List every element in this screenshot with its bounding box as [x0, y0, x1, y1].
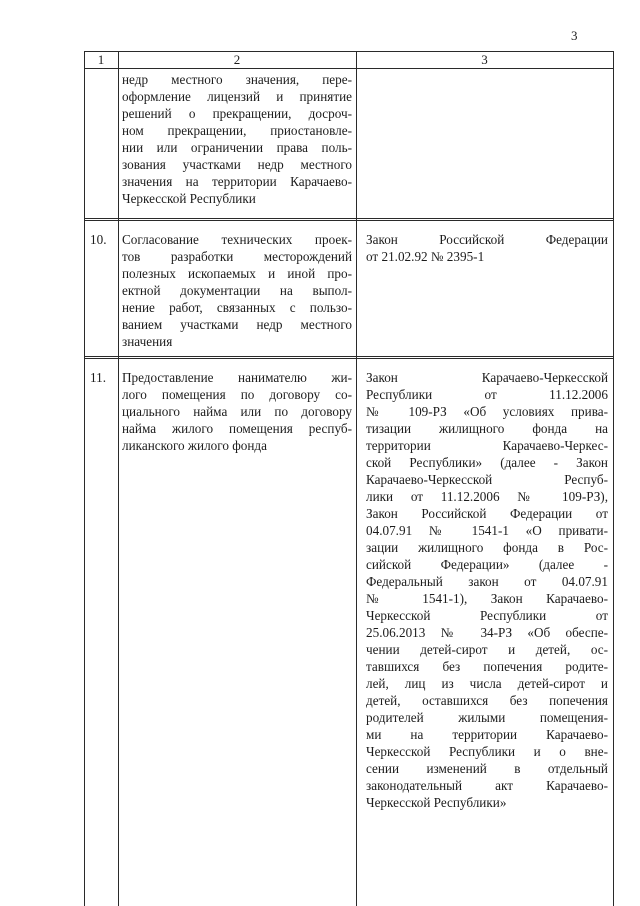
- text-line: сийской Федерации» (далее -: [366, 557, 608, 572]
- text-line: полезных ископаемых и иной про-: [122, 266, 352, 281]
- text-line: значения: [122, 334, 173, 349]
- text-line: нии или ограничении права поль-: [122, 140, 352, 155]
- text-line: найма жилого помещения респуб-: [122, 421, 352, 436]
- row-divider: [84, 220, 614, 221]
- text-line: ликанского жилого фонда: [122, 438, 267, 453]
- text-line: ской Республики» (далее - Закон: [366, 455, 608, 470]
- text-line: 25.06.2013 № 34-РЗ «Об обеспе-: [366, 625, 608, 640]
- row-basis: [366, 369, 608, 811]
- text-line: ном прекращении, приостановле-: [122, 123, 352, 138]
- text-line: Закон Карачаево-Черкесской: [366, 370, 608, 385]
- column-header-basis: 3: [481, 52, 488, 67]
- row-basis: [366, 231, 608, 265]
- text-line: Черкесской Республики от: [366, 608, 608, 623]
- table-border-right: [613, 51, 614, 906]
- table-border-left: [84, 51, 85, 906]
- text-line: решений о прекращении, досроч-: [122, 106, 352, 121]
- text-line: значения на территории Карачаево-: [122, 174, 352, 189]
- text-line: № 109-РЗ «Об условиях прива-: [366, 404, 608, 419]
- text-line: законодательный акт Карачаево-: [366, 778, 608, 793]
- text-line: лей, лиц из числа детей-сирот и: [366, 676, 608, 691]
- row-number: 10.: [90, 232, 107, 247]
- text-line: родителей жилыми помещения-: [366, 710, 608, 725]
- row-divider: [84, 218, 614, 219]
- text-line: сении изменений в отдельный: [366, 761, 608, 776]
- text-line: циального найма или по договору: [122, 404, 352, 419]
- document-table: [84, 51, 614, 906]
- text-line: территории Карачаево-Черкес-: [366, 438, 608, 453]
- text-line: ванием участками недр местного: [122, 317, 352, 332]
- text-line: Черкесской Республики и о вне-: [366, 744, 608, 759]
- text-line: Закон Российской Федерации от: [366, 506, 608, 521]
- text-line: Черкесской Республики»: [366, 795, 507, 810]
- row-description: [122, 231, 352, 350]
- text-line: № 1541-1), Закон Карачаево-: [366, 591, 608, 606]
- text-line: тов разработки месторождений: [122, 249, 352, 264]
- text-line: Карачаево-Черкесской Респуб-: [366, 472, 608, 487]
- text-line: тизации жилищного фонда на: [366, 421, 608, 436]
- text-line: чении детей-сирот и детей, ос-: [366, 642, 608, 657]
- text-line: зования участками недр местного: [122, 157, 352, 172]
- text-line: Республики от 11.12.2006: [366, 387, 608, 402]
- text-line: ми на территории Карачаево-: [366, 727, 608, 742]
- text-line: Согласование технических проек-: [122, 232, 352, 247]
- text-line: Предоставление нанимателю жи-: [122, 370, 352, 385]
- column-divider-1: [118, 51, 119, 906]
- row-divider: [84, 358, 614, 359]
- text-line: детей, оставшихся без попечения: [366, 693, 608, 708]
- row-number: 11.: [90, 370, 106, 385]
- row-description: [122, 71, 352, 207]
- text-line: нение работ, связанных с пользо-: [122, 300, 352, 315]
- text-line: недр местного значения, пере-: [122, 72, 352, 87]
- row-description: [122, 369, 352, 454]
- column-header-description: 2: [233, 52, 241, 67]
- text-line: ектной документации на выпол-: [122, 283, 352, 298]
- text-line: оформление лицензий и принятие: [122, 89, 352, 104]
- column-header-number: 1: [97, 52, 105, 67]
- text-line: тавшихся без попечения родите-: [366, 659, 608, 674]
- page-number: 3: [571, 28, 578, 43]
- text-line: от 21.02.92 № 2395-1: [366, 249, 485, 264]
- text-line: 04.07.91 № 1541-1 «О привати-: [366, 523, 608, 538]
- text-line: зации жилищного фонда в Рос-: [366, 540, 608, 555]
- text-line: Черкесской Республики: [122, 191, 256, 206]
- column-divider-2: [356, 51, 357, 906]
- text-line: Закон Российской Федерации: [366, 232, 608, 247]
- text-line: Федеральный закон от 04.07.91: [366, 574, 608, 589]
- text-line: лого помещения по договору со-: [122, 387, 352, 402]
- row-divider: [84, 356, 614, 357]
- header-row-divider: [84, 68, 614, 69]
- text-line: лики от 11.12.2006 № 109-РЗ),: [366, 489, 608, 504]
